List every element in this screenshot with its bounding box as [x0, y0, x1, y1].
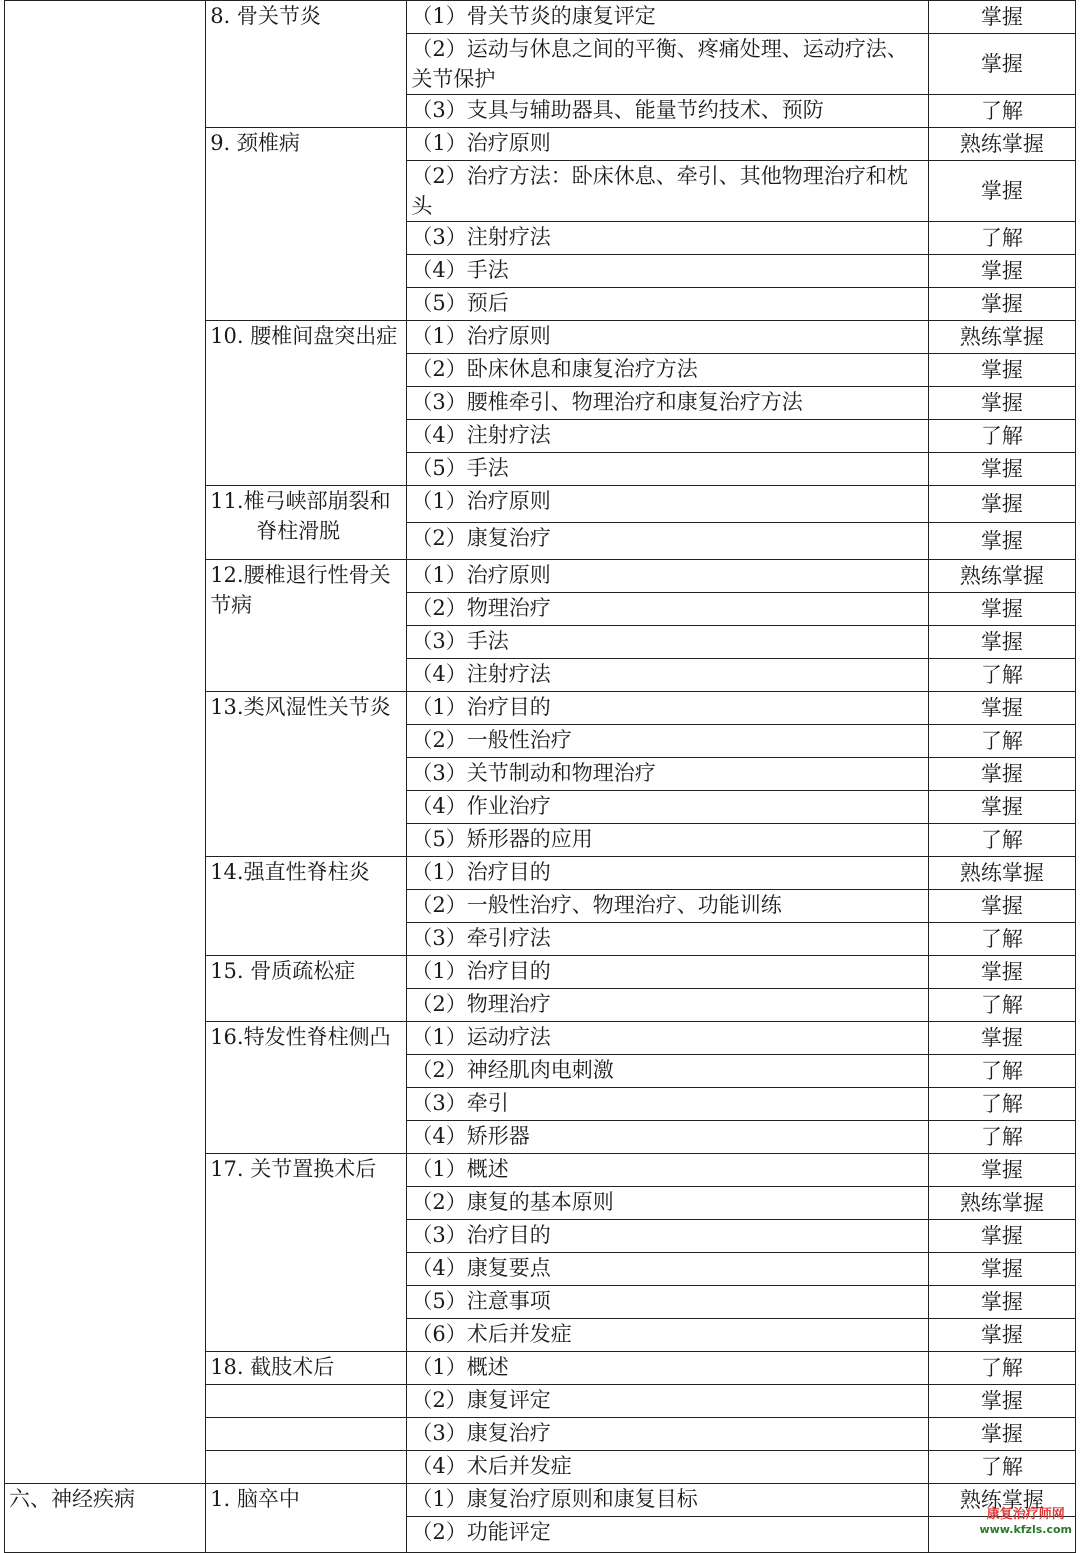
item-text: （1）治疗原则: [407, 560, 928, 593]
item-text: （3）关节制动和物理治疗: [407, 758, 928, 791]
disease-name-line: 17. 关节置换术后: [210, 1157, 377, 1181]
item-level: 熟练掌握: [928, 1484, 1075, 1517]
item-level: 掌握: [928, 692, 1075, 725]
item-level: 了解: [928, 1121, 1075, 1154]
item-text: （1）概述: [407, 1352, 928, 1385]
item-text: （4）作业治疗: [407, 791, 928, 824]
item-level: 掌握: [928, 453, 1075, 486]
item-level: 掌握: [928, 1253, 1075, 1286]
item-text: （1）骨关节炎的康复评定: [407, 1, 928, 34]
item-text: （1）治疗原则: [407, 486, 928, 523]
disease-name-line: 16.特发性脊柱侧凸: [210, 1025, 391, 1049]
item-text: （2）物理治疗: [407, 989, 928, 1022]
disease-name: [206, 1022, 407, 1154]
item-level: 掌握: [928, 1154, 1075, 1187]
item-level: 掌握: [928, 255, 1075, 288]
item-level: 了解: [928, 725, 1075, 758]
item-text: （5）注意事项: [407, 1286, 928, 1319]
item-text: （5）手法: [407, 453, 928, 486]
disease-name: [206, 956, 407, 1022]
disease-name-line: 13.类风湿性关节炎: [210, 695, 391, 719]
disease-name-line2: 脊柱滑脱: [256, 519, 341, 543]
syllabus-table: [4, 0, 1076, 1553]
item-level: 掌握: [928, 956, 1075, 989]
item-text: （1）治疗目的: [407, 692, 928, 725]
disease-name: [206, 692, 407, 857]
disease-name: [206, 1451, 407, 1484]
item-level: 掌握: [928, 1, 1075, 34]
item-level: 了解: [928, 95, 1075, 128]
disease-name: [206, 857, 407, 956]
item-text: （1）康复治疗原则和康复目标: [407, 1484, 928, 1517]
item-text: （2）康复治疗: [407, 523, 928, 560]
item-level: 掌握: [928, 354, 1075, 387]
item-level: 掌握: [928, 791, 1075, 824]
item-text: （4）康复要点: [407, 1253, 928, 1286]
item-level: 掌握: [928, 1220, 1075, 1253]
item-text: （5）预后: [407, 288, 928, 321]
disease-name-line: 15. 骨质疏松症: [210, 959, 356, 983]
item-text: （2）运动与休息之间的平衡、疼痛处理、运动疗法、关节保护: [407, 34, 928, 95]
item-text: （3）手法: [407, 626, 928, 659]
item-text: （4）注射疗法: [407, 420, 928, 453]
watermark-logo: [979, 1507, 1072, 1537]
item-text: （3）治疗目的: [407, 1220, 928, 1253]
disease-name: 18. 截肢术后: [206, 1352, 407, 1385]
item-text: （4）矫形器: [407, 1121, 928, 1154]
item-text: （5）矫形器的应用: [407, 824, 928, 857]
item-text: （2）一般性治疗: [407, 725, 928, 758]
item-text: （1）治疗原则: [407, 321, 928, 354]
item-text: （3）牵引疗法: [407, 923, 928, 956]
item-level: 掌握: [928, 523, 1075, 560]
disease-name-line: 8. 骨关节炎: [210, 4, 321, 28]
item-level: 了解: [928, 989, 1075, 1022]
item-level: 掌握: [928, 593, 1075, 626]
table-row: [5, 1, 1076, 34]
disease-name-line: 9. 颈椎病: [210, 131, 300, 155]
item-text: （2）物理治疗: [407, 593, 928, 626]
item-level: 掌握: [928, 626, 1075, 659]
disease-name: [206, 1484, 407, 1553]
item-text: （6）术后并发症: [407, 1319, 928, 1352]
item-text: （4）手法: [407, 255, 928, 288]
item-level: 熟练掌握: [928, 128, 1075, 161]
item-text: （3）牵引: [407, 1088, 928, 1121]
item-level: 熟练掌握: [928, 560, 1075, 593]
item-text: （1）治疗目的: [407, 956, 928, 989]
item-text: （1）运动疗法: [407, 1022, 928, 1055]
item-level: 掌握: [928, 1286, 1075, 1319]
disease-name-line: 11.椎弓峡部崩裂和: [210, 489, 391, 513]
item-level: 掌握: [928, 890, 1075, 923]
section-title: [5, 1, 206, 1484]
item-text: （1）治疗原则: [407, 128, 928, 161]
item-level: 了解: [928, 222, 1075, 255]
item-text: （2）康复评定: [407, 1385, 928, 1418]
item-level: 掌握: [928, 758, 1075, 791]
item-level: 掌握: [928, 387, 1075, 420]
disease-name: [206, 486, 407, 560]
item-level: 了解: [928, 1451, 1075, 1484]
disease-name: [206, 1, 407, 128]
watermark-url: www.kfzls.com: [979, 1523, 1072, 1536]
item-level: 掌握: [928, 1319, 1075, 1352]
disease-name-line: 14.强直性脊柱炎: [210, 860, 370, 884]
table-row: [5, 1484, 1076, 1517]
disease-name-line: 12.腰椎退行性骨关节病: [210, 563, 391, 617]
item-text: （2）一般性治疗、物理治疗、功能训练: [407, 890, 928, 923]
item-text: （3）注射疗法: [407, 222, 928, 255]
item-level: 熟练掌握: [928, 321, 1075, 354]
disease-name: [206, 560, 407, 692]
item-level: 熟练掌握: [928, 857, 1075, 890]
item-text: （2）康复的基本原则: [407, 1187, 928, 1220]
item-level: 掌握: [928, 288, 1075, 321]
disease-name: [206, 128, 407, 321]
item-level: 了解: [928, 659, 1075, 692]
item-level: 了解: [928, 420, 1075, 453]
item-level: 了解: [928, 1352, 1075, 1385]
item-text: （3）腰椎牵引、物理治疗和康复治疗方法: [407, 387, 928, 420]
item-level: 了解: [928, 1055, 1075, 1088]
item-level: 了解: [928, 824, 1075, 857]
section-title: 六、神经疾病: [5, 1484, 206, 1553]
item-text: （2）卧床休息和康复治疗方法: [407, 354, 928, 387]
item-level: 掌握: [928, 1022, 1075, 1055]
item-text: （1）治疗目的: [407, 857, 928, 890]
item-text: （2）神经肌肉电刺激: [407, 1055, 928, 1088]
watermark-name: 康复治疗师网: [986, 1507, 1065, 1522]
item-text: （2）治疗方法：卧床休息、牵引、其他物理治疗和枕头: [407, 161, 928, 222]
item-level: 熟练掌握: [928, 1187, 1075, 1220]
item-level: 掌握: [928, 486, 1075, 523]
disease-name-line: 1. 脑卒中: [210, 1487, 300, 1511]
disease-name: [206, 1154, 407, 1352]
disease-name-line: 10. 腰椎间盘突出症: [210, 324, 398, 348]
item-level: 掌握: [928, 1418, 1075, 1451]
item-text: （4）术后并发症: [407, 1451, 928, 1484]
item-level: 了解: [928, 1088, 1075, 1121]
item-text: （4）注射疗法: [407, 659, 928, 692]
item-text: （1）概述: [407, 1154, 928, 1187]
disease-name: [206, 321, 407, 486]
item-level: 掌握: [928, 161, 1075, 222]
item-level: 掌握: [928, 1385, 1075, 1418]
item-level: 掌握: [928, 34, 1075, 95]
disease-name: [206, 1418, 407, 1451]
item-text: （3）康复治疗: [407, 1418, 928, 1451]
disease-name: [206, 1385, 407, 1418]
item-text: （3）支具与辅助器具、能量节约技术、预防: [407, 95, 928, 128]
item-text: （2）功能评定: [407, 1517, 928, 1553]
item-level: 了解: [928, 923, 1075, 956]
